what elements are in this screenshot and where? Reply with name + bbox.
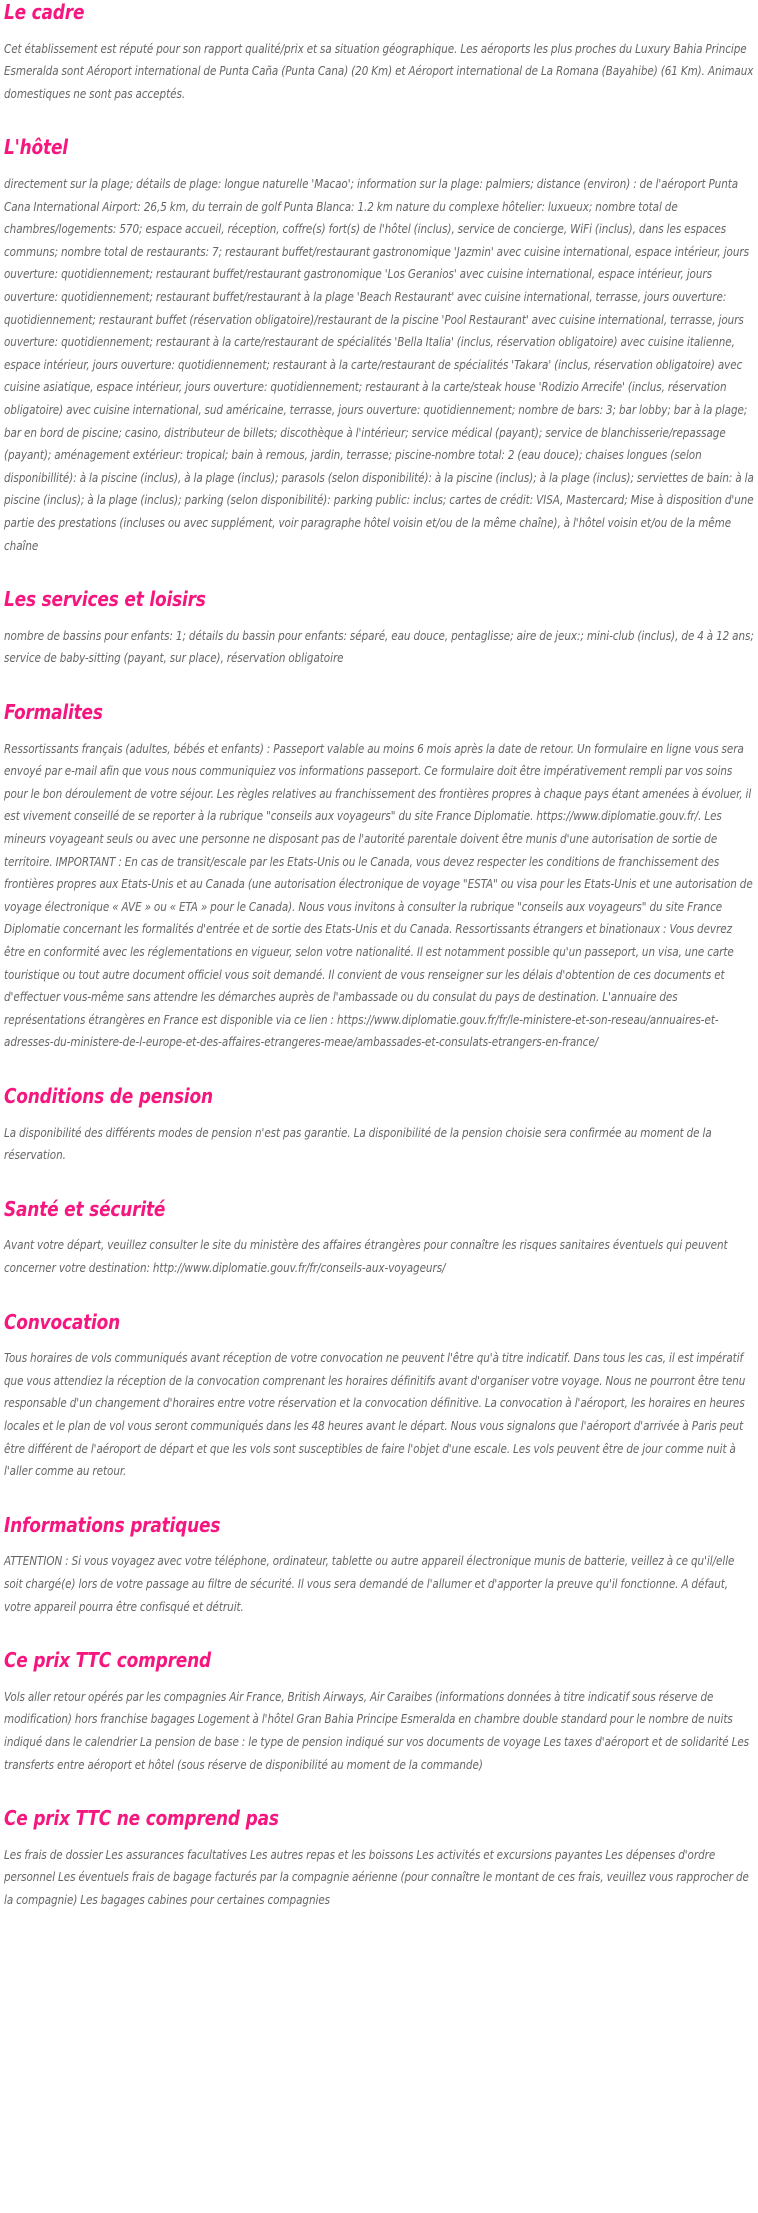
section-le-cadre	[4, 0, 754, 105]
section-sante-et-securite	[4, 1197, 754, 1280]
section-body: Vols aller retour opérés par les compagnies Air France, British Airways, Air Caraibes (informations données à titre indicatif sous réserve de modification) hors franchise bagages Logement à l'hôtel Gran Bahia Principe Esmeralda en chambre double standard pour le nombre de nuits indiqué dans le calendrier La pension de base : le type de pension indiqué sur vos documents de voyage Les taxes d'aéroport et de solidarité Les transferts entre aéroport et hôtel (sous réserve de disponibilité au moment de la commande)	[4, 1689, 750, 1772]
section-ce-prix-ttc-comprend	[4, 1648, 754, 1776]
section-body: Avant votre départ, veuillez consulter le site du ministère des affaires étrangères pour connaître les risques sanitaires éventuels qui peuvent concerner votre destination: http://www.diplomatie.gouv.fr/fr/conseils-aux-voyageurs/	[4, 1238, 728, 1275]
section-heading: Conditions de pension	[4, 1083, 213, 1108]
section-convocation	[4, 1310, 754, 1483]
section-heading: Les services et loisirs	[4, 587, 206, 612]
section-heading: Convocation	[4, 1309, 121, 1334]
section-l-hotel	[4, 135, 754, 557]
section-body: Ressortissants français (adultes, bébés et enfants) : Passeport valable au moins 6 mois après la date de retour. Un formulaire en ligne vous sera envoyé par e-mail afin que vous nous communiquiez vos informations passeport. Ce formulaire doit être impérativement rempli par vos soins pour le bon déroulement de votre séjour. Les règles relatives au franchissement des frontières propres à chaque pays étant amenées à évoluer, il est vivement conseillé de se reporter à la rubrique "conseils aux voyageurs" du site France Diplomatie. https://www.diplomatie.gouv.fr/. Les mineurs voyageant seuls ou avec une personne ne disposant pas de l'autorité parentale doivent être munis d'une autorisation de sortie de territoire. IMPORTANT : En cas de transit/escale par les Etats-Unis ou le Canada, vous devez respecter les conditions de franchissement des frontières propres aux Etats-Unis et au Canada (une autorisation électronique de voyage "ESTA" ou visa pour les Etats-Unis et une autorisation de voyage électronique « AVE » ou « ETA » pour le Canada). Nous vous invitons à consulter la rubrique "conseils aux voyageurs" du site France Diplomatie concernant les formalités d'entrée et de sortie des Etats-Unis et du Canada. Ressortissants étrangers et binationaux : Vous devrez être en conformité avec les réglementations en vigueur, selon votre nationalité. Il est notamment possible qu'un passeport, un visa, une carte touristique ou tout autre document officiel vous soit demandé. Il convient de vous renseigner sur les délais d'obtention de ces documents et d'effectuer vous-même sans attendre les démarches auprès de l'ambassade ou du consulat du pays de destination. L'annuaire des représentations étrangères en France est disponible via ce lien : https://www.diplomatie.gouv.fr/fr/le-ministere-et-son-reseau/annuaires-et-adresses-du-ministere-de-l-europe-et-des-affaires-etrangeres-meae/ambassades-et-consulats-etrangers-en-france/	[4, 741, 753, 1050]
section-les-services-et-loisirs	[4, 587, 754, 670]
section-heading: Le cadre	[4, 0, 85, 24]
section-heading: Informations pratiques	[4, 1512, 221, 1537]
section-heading: Formalites	[4, 699, 103, 724]
section-formalites	[4, 700, 754, 1054]
section-conditions-de-pension	[4, 1084, 754, 1167]
section-body: La disponibilité des différents modes de pension n'est pas garantie. La disponibilité de la pension choisie sera confirmée au moment de la réservation.	[4, 1125, 712, 1163]
section-ce-prix-ttc-ne-comprend-pas	[4, 1806, 754, 1911]
section-body: Tous horaires de vols communiqués avant réception de votre convocation ne peuvent l'être qu'à titre indicatif. Dans tous les cas, il est impératif que vous attendiez la réception de la convocation comprenant les horaires définitifs avant d'organiser votre voyage. Nous ne pourront être tenu responsable d'un changement d'horaires entre votre réservation et la convocation définitive. La convocation à l'aéroport, les horaires en heures locales et le plan de vol vous seront communiqués dans les 48 heures avant le départ. Nous vous signalons que l'aéroport d'arrivée à Paris peut être différent de l'aéroport de départ et que les vols sont susceptibles de faire l'objet d'une escale. Les vols peuvent être de jour comme nuit à l'aller comme au retour.	[4, 1351, 746, 1479]
section-heading: Ce prix TTC comprend	[4, 1648, 211, 1673]
section-body: directement sur la plage; détails de plage: longue naturelle 'Macao'; information sur la plage: palmiers; distance (environ) : de l'aéroport Punta Cana International Airport: 26,5 km, du terrain de golf Punta Blanca: 1.2 km nature du complexe hôtelier: luxueux; nombre total de chambres/logements: 570; espace accueil, réception, coffre(s) fort(s) de l'hôtel (inclus), service de concierge, WiFi (inclus), dans les espaces communs; nombre total de restaurants: 7; restaurant buffet/restaurant gastronomique 'Jazmin' avec cuisine international, espace intérieur, jours ouverture: quotidiennement; restaurant buffet/restaurant gastronomique 'Los Geranios' avec cuisine international, espace intérieur, jours ouverture: quotidiennement; restaurant buffet/restaurant à la plage 'Beach Restaurant' avec cuisine international, terrasse, jours ouverture: quotidiennement; restaurant buffet (réservation obligatoire)/restaurant de la piscine 'Pool Restaurant' avec cuisine international, terrasse, jours ouverture: quotidiennement; restaurant à la carte/restaurant de spécialités 'Bella Italia' (inclus, réservation obligatoire) avec cuisine italienne, espace intérieur, jours ouverture: quotidiennement; restaurant à la carte/restaurant de spécialités 'Takara' (inclus, réservation obligatoire) avec cuisine asiatique, espace intérieur, jours ouverture: quotidiennement; restaurant à la carte/steak house 'Rodizio Arrecife' (inclus, réservation obligatoire) avec cuisine international, sud américaine, terrasse, jours ouverture: quotidiennement; nombre de bars: 3; bar lobby; bar à la plage; bar en bord de piscine; casino, distributeur de billets; discothèque à l'intérieur; service médical (payant); service de blanchisserie/repassage (payant); aménagement extérieur: tropical; bain à remous, jardin, terrasse; piscine-nombre total: 2 (eau douce); chaises longues (selon disponibillité): à la piscine (inclus), à la plage (inclus); parasols (selon disponibilité): à la piscine (inclus); à la plage (inclus); serviettes de bain: à la piscine (inclus); à la plage (inclus); parking (selon disponibilité): parking public: inclus; cartes de crédit: VISA, Mastercard; Mise à disposition d'une partie des prestations (incluses ou avec supplément, voir paragraphe hôtel voisin et/ou de la même chaîne), à l'hôtel voisin et/ou de la même chaîne	[4, 177, 754, 553]
section-body: nombre de bassins pour enfants: 1; détails du bassin pour enfants: séparé, eau douce, pentaglisse; aire de jeux:; mini-club (inclus), de 4 à 12 ans; service de baby-sitting (payant, sur place), réservation obligatoire	[4, 628, 754, 666]
section-heading: Santé et sécurité	[4, 1196, 166, 1221]
section-body: ATTENTION : Si vous voyagez avec votre téléphone, ordinateur, tablette ou autre appareil électronique munis de batterie, veillez à ce qu'il/elle soit chargé(e) lors de votre passage au filtre de sécurité. Il vous sera demandé de l'allumer et d'apporter la preuve qu'il fonctionne. A défaut, votre appareil pourra être confisqué et détruit.	[4, 1554, 735, 1614]
section-heading: L'hôtel	[4, 135, 68, 160]
section-body: Cet établissement est réputé pour son rapport qualité/prix et sa situation géographique. Les aéroports les plus proches du Luxury Bahia Principe Esmeralda sont Aéroport international de Punta Caña (Punta Cana) (20 Km) et Aéroport international de La Romana (Bayahibe) (61 Km). Animaux domestiques ne sont pas acceptés.	[4, 41, 754, 101]
section-heading: Ce prix TTC ne comprend pas	[4, 1806, 279, 1831]
section-body: Les frais de dossier Les assurances facultatives Les autres repas et les boissons Les activités et excursions payantes Les dépenses d'ordre personnel Les éventuels frais de bagage facturés par la compagnie aérienne (pour connaître le montant de ces frais, veuillez vous rapprocher de la compagnie) Les bagages cabines pour certaines compagnies	[4, 1847, 749, 1907]
section-informations-pratiques	[4, 1513, 754, 1618]
